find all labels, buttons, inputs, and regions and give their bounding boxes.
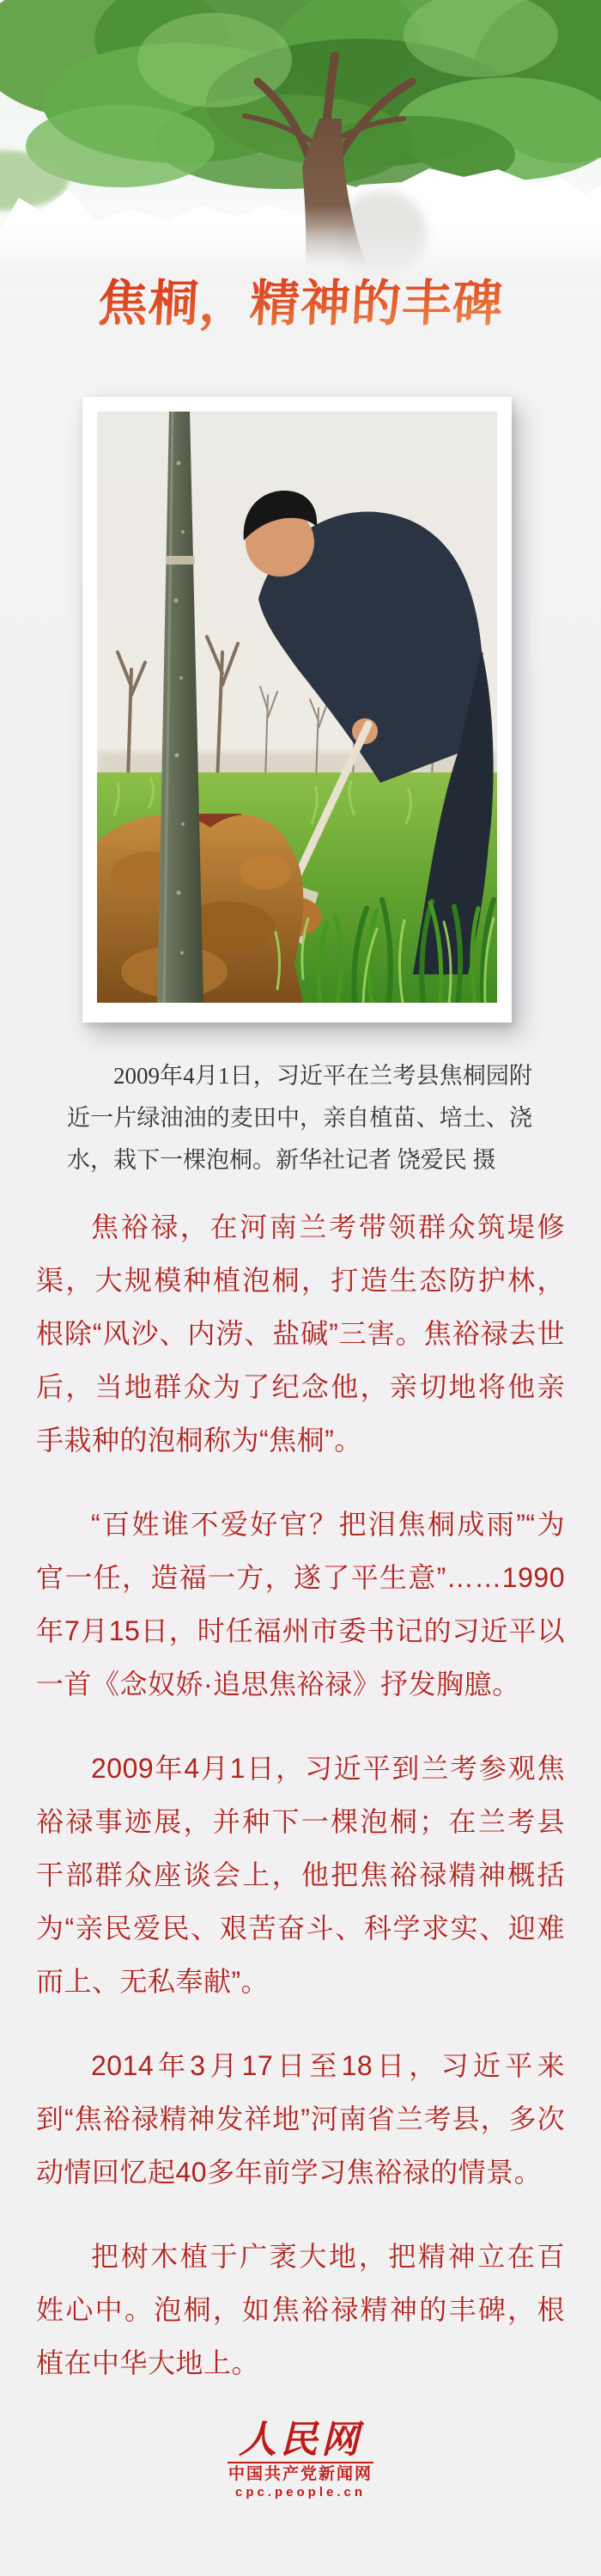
- photo-caption: 2009年4月1日，习近平在兰考县焦桐园附近一片绿油油的麦田中，亲自植苗、培土、浇水，栽下一棵泡桐。新华社记者 饶爱民 摄: [67, 1063, 532, 1173]
- people-cn-logo-script: 人民网: [239, 2418, 362, 2462]
- framed-photo: [82, 397, 512, 1022]
- planting-photo-illustration: [97, 412, 497, 1003]
- people-cn-logo: [0, 2420, 601, 2501]
- article-body: [0, 1200, 601, 2390]
- paragraph-4: 2014年3月17日至18日，习近平来到“焦裕禄精神发祥地”河南省兰考县，多次动情回忆起40多年前学习焦裕禄的情景。: [36, 2050, 565, 2188]
- logo-divider-line: [228, 2462, 373, 2463]
- paragraph-5: 把树木植于广袤大地，把精神立在百姓心中。泡桐，如焦裕禄精神的丰碑，根植在中华大地上。: [36, 2241, 565, 2378]
- paragraph-3: 2009年4月1日，习近平到兰考参观焦裕禄事迹展，并种下一棵泡桐；在兰考县干部群众座谈会上，他把焦裕禄精神概括为“亲民爱民、艰苦奋斗、科学求实、迎难而上、无私奉献”。: [36, 1753, 565, 1997]
- page-title: 焦桐，精神的丰碑: [0, 277, 601, 332]
- paragraph-2: “百姓谁不爱好官？把泪焦桐成雨”“为官一任，造福一方，遂了平生意”……1990年7月15日，时任福州市委书记的习近平以一首《念奴娇·追思焦裕禄》抒发胸臆。: [36, 1509, 565, 1700]
- cpc-news-site-url: cpc.people.cn: [234, 2485, 367, 2500]
- tree-header-illustration: [0, 0, 601, 285]
- cpc-news-site-name: 中国共产党新闻网: [228, 2465, 373, 2483]
- paragraph-1: 焦裕禄，在河南兰考带领群众筑堤修渠，大规模种植泡桐，打造生态防护林，根除“风沙、内涝、盐碱”三害。焦裕禄去世后，当地群众为了纪念他，亲切地将他亲手栽种的泡桐称为“焦桐”。: [36, 1212, 565, 1456]
